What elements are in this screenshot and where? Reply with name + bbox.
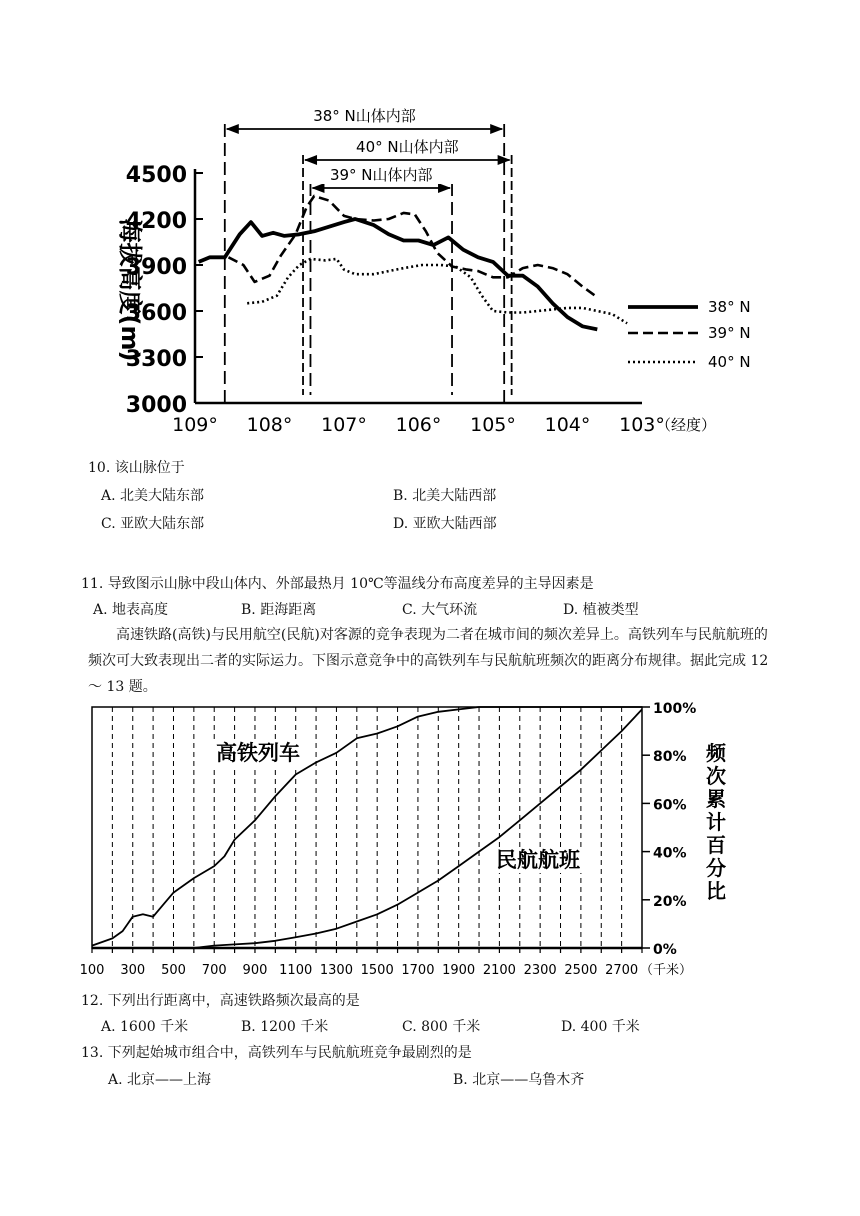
q10-stem: 10. 该山脉位于: [88, 460, 185, 476]
span-arrow-head-left: [311, 183, 324, 193]
y-tick-label: 60%: [653, 797, 687, 814]
q11-option-d[interactable]: D. 植被类型: [563, 602, 639, 618]
y-axis-label-char: 累: [706, 787, 726, 811]
span-arrow-head-right: [438, 183, 451, 193]
x-tick-label: 500: [161, 963, 186, 978]
x-tick-label: 1700: [401, 963, 435, 978]
span-label: 39° N山体内部: [329, 166, 433, 184]
x-tick-label: 2300: [523, 963, 557, 978]
q10-option-c[interactable]: C. 亚欧大陆东部: [101, 516, 205, 532]
q12-option-a[interactable]: A. 1600 千米: [101, 1019, 189, 1035]
x-tick-label: 107°: [321, 414, 367, 436]
q13-option-a[interactable]: A. 北京——上海: [108, 1072, 212, 1088]
x-tick-label: 105°: [470, 414, 516, 436]
plot-frame: [92, 707, 642, 948]
q13-option-b[interactable]: B. 北京——乌鲁木齐: [453, 1072, 585, 1088]
x-axis-label: （经度）: [656, 416, 717, 434]
y-tick-label: 3900: [125, 255, 187, 280]
legend-label: 39° N: [708, 324, 751, 342]
q11-stem: 11. 导致图示山脉中段山体内、外部最热月 10℃等温线分布高度差异的主导因素是: [81, 576, 594, 592]
x-tick-label: 2100: [482, 963, 516, 978]
x-tick-label: 109°: [172, 414, 218, 436]
intro-paragraph: 高速铁路(高铁)与民用航空(民航)对客源的竞争表现为二者在城市间的频次差异上。高铁列车与民航航班的频次可大致表现出二者的实际运力。下图示意竞争中的高铁列车与民航航班频次的距离分布规律。据此完成 12 ～ 13 题。: [88, 627, 769, 695]
x-tick-label: 106°: [395, 414, 442, 436]
elevation-profile-chart: [0, 0, 860, 450]
span-arrow-head-left: [304, 155, 317, 165]
x-tick-label: 100: [79, 963, 105, 978]
series-label: 高铁列车: [216, 741, 300, 765]
span-arrow-head-left: [226, 124, 239, 134]
x-tick-label: 1500: [360, 963, 394, 978]
y-tick-label: 3600: [125, 301, 187, 326]
x-tick-label: 900: [242, 963, 268, 978]
y-axis-label-char: 次: [706, 764, 726, 788]
y-tick-label: 80%: [653, 749, 687, 766]
q10-option-d[interactable]: D. 亚欧大陆西部: [393, 516, 497, 532]
x-tick-label: 700: [201, 963, 227, 978]
y-tick-label: 100%: [653, 701, 697, 717]
q12-option-c[interactable]: C. 800 千米: [402, 1019, 481, 1035]
q12-stem: 12. 下列出行距离中，高速铁路频次最高的是: [81, 993, 360, 1009]
q13-stem: 13. 下列起始城市组合中，高铁列车与民航航班竞争最剧烈的是: [81, 1045, 472, 1061]
q10-option-a[interactable]: A. 北美大陆东部: [101, 488, 205, 504]
y-tick-label: 0%: [653, 942, 677, 958]
x-tick-label: 104°: [544, 414, 591, 436]
x-tick-label: 300: [120, 963, 146, 978]
series-line-dotted: [247, 259, 627, 323]
series-line-solid: [199, 219, 598, 329]
span-arrow-head-right: [490, 124, 503, 134]
y-tick-label: 4200: [125, 209, 187, 234]
legend-label: 40° N: [708, 353, 751, 371]
q11-option-c[interactable]: C. 大气环流: [402, 602, 478, 618]
x-tick-label: 108°: [246, 414, 293, 436]
series-label: 民航航班: [496, 848, 580, 872]
x-tick-label: 1900: [442, 963, 476, 978]
q11-option-a[interactable]: A. 地表高度: [93, 602, 169, 618]
y-tick-label: 3300: [125, 347, 187, 372]
y-tick-label: 3000: [125, 393, 187, 418]
y-axis-label-char: 比: [706, 879, 726, 903]
span-label: 38° N山体内部: [313, 107, 416, 125]
frequency-distribution-chart: [0, 690, 860, 990]
y-axis-label-char: 频: [706, 741, 726, 765]
y-axis-label: 海拔高度(m): [116, 218, 144, 362]
legend-label: 38° N: [708, 298, 751, 316]
x-tick-label: 2700: [605, 963, 639, 978]
y-tick-label: 40%: [653, 845, 687, 862]
y-axis-label-char: 计: [706, 810, 726, 834]
x-tick-label: 1100: [279, 963, 313, 978]
q12-option-d[interactable]: D. 400 千米: [561, 1019, 640, 1035]
q10-option-b[interactable]: B. 北美大陆西部: [393, 488, 497, 504]
x-tick-label: 1300: [319, 963, 353, 978]
q12-option-b[interactable]: B. 1200 千米: [241, 1019, 329, 1035]
y-tick-label: 4500: [125, 163, 187, 188]
y-axis-label-char: 分: [706, 856, 726, 880]
x-axis-unit: （千米）: [640, 963, 693, 978]
x-tick-label: 2500: [564, 963, 598, 978]
span-label: 40° N山体内部: [356, 138, 459, 156]
series-line: [92, 707, 642, 946]
x-tick-label: 103°: [619, 414, 665, 436]
y-axis-label-char: 百: [706, 833, 726, 857]
q11-option-b[interactable]: B. 距海距离: [241, 602, 317, 618]
y-tick-label: 20%: [653, 893, 687, 910]
